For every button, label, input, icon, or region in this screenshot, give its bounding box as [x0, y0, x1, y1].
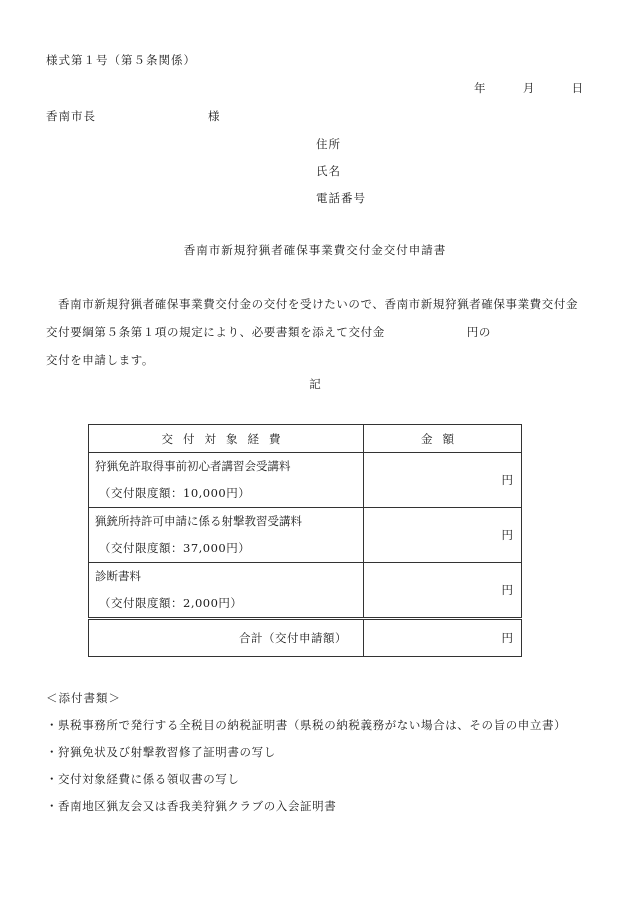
attachments-heading: ＜添付書類＞ — [46, 691, 121, 705]
date-month-label: 月 — [522, 81, 535, 95]
date-line — [474, 80, 583, 96]
expense-table — [88, 424, 522, 657]
bullet-icon: ・ — [46, 772, 59, 786]
bullet-icon: ・ — [46, 799, 59, 813]
date-year-label: 年 — [474, 81, 486, 95]
statement-yen: 円の — [466, 325, 491, 339]
expense-name: 狩猟免許取得事前初心者講習会受講料 — [95, 459, 291, 473]
expense-name: 診断書料 — [95, 569, 141, 583]
form-number: 様式第１号（第５条関係） — [46, 53, 196, 67]
phone-label: 電話番号 — [316, 191, 366, 205]
total-label: 合計（交付申請額） — [89, 619, 364, 657]
application-statement — [46, 290, 586, 374]
amount-cell: 円 — [364, 563, 522, 619]
list-item: ・ 狩猟免状及び射撃教習修了証明書の写し — [46, 739, 586, 766]
table-row — [89, 508, 522, 563]
ki-heading: 記 — [309, 377, 321, 391]
column-header-item: 交付対象経費 — [89, 425, 364, 453]
list-item: ・ 県税事務所で発行する全税目の納税証明書（県税の納税義務がない場合は、その旨の申立書） — [46, 712, 586, 739]
table-row — [89, 453, 522, 508]
column-header-amount: 金額 — [364, 425, 522, 453]
address-label: 住所 — [316, 137, 341, 151]
list-item: ・ 交付対象経費に係る領収書の写し — [46, 766, 586, 793]
expense-limit: （交付限度額：10,000円） — [99, 486, 251, 500]
attachments-list — [46, 712, 586, 820]
statement-closing: 交付を申請します。 — [46, 353, 154, 367]
expense-name: 猟銃所持許可申請に係る射撃教習受講料 — [95, 514, 302, 528]
name-label: 氏名 — [316, 164, 341, 178]
table-header-row — [89, 425, 522, 453]
addressee: 香南市長 — [46, 109, 96, 123]
expense-limit: （交付限度額：37,000円） — [99, 541, 251, 555]
amount-cell: 円 — [364, 453, 522, 508]
date-day-label: 日 — [571, 81, 584, 95]
expense-limit: （交付限度額：2,000円） — [99, 596, 243, 610]
amount-cell: 円 — [364, 508, 522, 563]
statement-text: 香南市新規狩猟者確保事業費交付金の交付を受けたいので、香南市新規狩猟者確保事業費交付金交付要綱第５条第１項の規定により、必要書類を添えて交付金 — [46, 297, 579, 339]
table-row — [89, 563, 522, 619]
document-title: 香南市新規狩猟者確保事業費交付金交付申請書 — [183, 243, 447, 257]
list-item: ・ 香南地区猟友会又は香我美狩猟クラブの入会証明書 — [46, 793, 586, 820]
total-row — [89, 619, 522, 657]
bullet-icon: ・ — [46, 718, 59, 732]
total-amount-cell: 円 — [364, 619, 522, 657]
bullet-icon: ・ — [46, 745, 59, 759]
honorific: 様 — [208, 109, 220, 123]
